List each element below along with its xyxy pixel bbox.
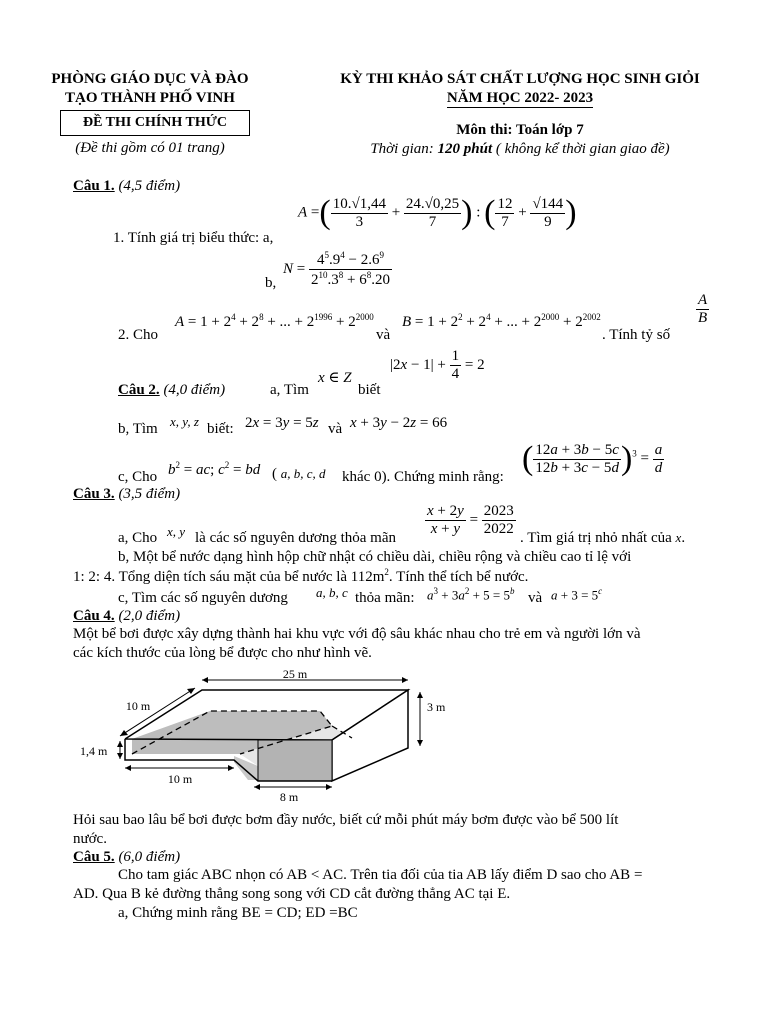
q1-expression-b-sum: $B = 1 + 2^2 + 2^4$ + ... + $2^{2000} + 2^{2002}$ xyxy=(402,312,601,330)
label-deep: 3 m xyxy=(427,700,446,714)
q5-heading: Câu 5. (6,0 điểm) xyxy=(73,849,181,865)
arrowhead xyxy=(117,741,123,747)
arrowhead xyxy=(125,765,131,771)
q5-line2: AD. Qua B kẻ đường thẳng song song với CD cắt đường thẳng AC tại E. xyxy=(73,886,511,902)
arrowhead xyxy=(228,765,234,771)
q1-expression-n: N = $\frac{4^5.9^4 - 2.6^9}{2^{10}.3^8 + 6^8.20}$ xyxy=(283,250,390,288)
q1-part2-suffix: . Tính tỷ số xyxy=(602,327,671,343)
arrowhead xyxy=(120,730,128,736)
q3-heading: Câu 3. (3,5 điểm) xyxy=(73,486,181,502)
q2-c-vars: ( a, b, c, d xyxy=(272,466,326,482)
arrowhead xyxy=(326,784,332,790)
pool-right-face xyxy=(332,690,408,781)
q2-b-vars: x, y, z xyxy=(170,414,199,429)
q4-heading: Câu 4. (2,0 điểm) xyxy=(73,608,181,624)
q3-c-vars: a, b, c xyxy=(316,585,348,600)
exam-title: KỲ THI KHẢO SÁT CHẤT LƯỢNG HỌC SINH GIỎI NĂM HỌC 2022- 2023 xyxy=(340,71,700,106)
q3-c-and: và xyxy=(528,590,543,606)
q2-b-eq2: x + 3y − 2z = 66 xyxy=(350,415,448,431)
q1-part2-prefix: 2. Cho xyxy=(118,327,159,343)
q2-a-domain: x ∈ Z xyxy=(318,370,352,386)
pool-diagram xyxy=(70,660,470,810)
q2-heading: Câu 2. (4,0 điểm) xyxy=(118,382,226,398)
q3-a-mid: là các số nguyên dương thỏa mãn xyxy=(195,530,397,546)
q2-c-mid: khác 0). Chứng minh rằng: xyxy=(342,469,504,485)
q3-a-equation: $\frac{x + 2y}{x + y}$ = $\frac{2023}{2022}$ xyxy=(427,503,514,537)
q5-line1: Cho tam giác ABC nhọn có AB < AC. Trên tia đối của tia AB lấy điểm D sao cho AB = xyxy=(118,867,643,883)
department-name: PHÒNG GIÁO DỤC VÀ ĐÀO TẠO THÀNH PHỐ VINH xyxy=(51,71,249,106)
q4-question-line2: nước. xyxy=(73,831,107,847)
pool-front-deep-face xyxy=(258,740,332,781)
q4-question-line1: Hỏi sau bao lâu bể bơi được bơm đầy nước, biết cứ mỗi phút máy bơm được vào bể 500 lít xyxy=(73,812,619,828)
arrowhead xyxy=(417,692,423,698)
q1-expression-a-sum: $A = 1 + 2^4 + 2^8$ + ... + $2^{1996} + 2^{2000}$ xyxy=(175,312,374,330)
official-exam-box: ĐỀ THI CHÍNH THỨC xyxy=(60,110,250,136)
q1-ratio: $\frac{A}{B}$ xyxy=(698,292,708,326)
arrowhead xyxy=(117,753,123,759)
arrowhead xyxy=(202,677,208,683)
q3-c-eq2: $a + 3 = 5^c$ xyxy=(551,586,603,603)
label-bottom-left: 10 m xyxy=(167,772,193,786)
q3-a-suffix: . Tìm giá trị nhỏ nhất của x. xyxy=(520,530,686,546)
q3-b-line1: b, Một bể nước dạng hình hộp chữ nhật có chiều dài, chiều rộng và chiều cao tỉ lệ với xyxy=(118,549,632,565)
q2-a-suffix: biết xyxy=(358,382,381,398)
pages-note: (Đề thi gồm có 01 trang) xyxy=(75,140,225,156)
label-width: 10 m xyxy=(125,699,151,713)
label-shallow: 1,4 m xyxy=(80,744,108,758)
q3-a-vars: x, y xyxy=(167,524,186,539)
q2-c-given: $b^2$ = ac; $c^2$ = bd xyxy=(168,460,261,478)
q2-b-prefix: b, Tìm xyxy=(118,421,158,437)
q3-c-prefix: c, Tìm các số nguyên dương xyxy=(118,590,288,606)
arrowhead xyxy=(402,677,408,683)
q2-a-prefix: a, Tìm xyxy=(270,382,309,398)
q2-c-prefix: c, Cho xyxy=(118,469,158,485)
q3-c-mid: thỏa mãn: xyxy=(355,590,415,606)
exam-time: Thời gian: 120 phút ( không kể thời gian giao đề) xyxy=(370,141,670,157)
q3-c-eq1: $a^3 + 3a^2 + 5 = 5^b$ xyxy=(427,586,515,603)
arrowhead xyxy=(417,740,423,746)
q4-text-line1: Một bể bơi được xây dựng thành hai khu vực với độ sâu khác nhau cho trẻ em và người lớn và xyxy=(73,626,641,642)
arrowhead xyxy=(187,688,195,694)
q2-b-mid: biết: xyxy=(207,421,234,437)
q5-part-a: a, Chứng minh rằng BE = CD; ED =BC xyxy=(118,905,358,921)
q1-part1b-label: b, xyxy=(265,275,277,291)
q3-b-line2: 1: 2: 4. Tổng diện tích sáu mặt của bể nước là $112m^2$. Tính thể tích bể nước. xyxy=(73,567,529,585)
q4-text-line2: các kích thước của lòng bể được cho như hình vẽ. xyxy=(73,645,372,661)
exam-subject: Môn thi: Toán lớp 7 xyxy=(456,122,584,138)
label-length: 25 m xyxy=(282,667,308,681)
q2-b-eq1: 2x = 3y = 5z xyxy=(245,415,319,431)
q3-a-prefix: a, Cho xyxy=(118,530,158,546)
q1-heading: Câu 1. (4,5 điểm) xyxy=(73,178,181,194)
q2-a-equation: |2x − 1| + $\frac{1}{4}$ = 2 xyxy=(390,348,485,382)
q1-part1: 1. Tính giá trị biểu thức: a, xyxy=(113,230,274,246)
q1-expression-a: A =( $\frac{10.√1,44}{3}$ + $\frac{24.√0,25}{7}$ ) : ( $\frac{12}{7}$ + $\frac{√144}{9}$ ) xyxy=(298,194,577,231)
q2-c-equation: ( $\frac{12a + 3b - 5c}{12b + 3c - 5d}$ )$^3$ = $\frac{a}{d}$ xyxy=(522,440,663,477)
q2-b-and: và xyxy=(328,421,343,437)
arrowhead xyxy=(254,784,260,790)
q1-part2-and: và xyxy=(376,327,391,343)
label-bottom-mid: 8 m xyxy=(279,790,299,804)
